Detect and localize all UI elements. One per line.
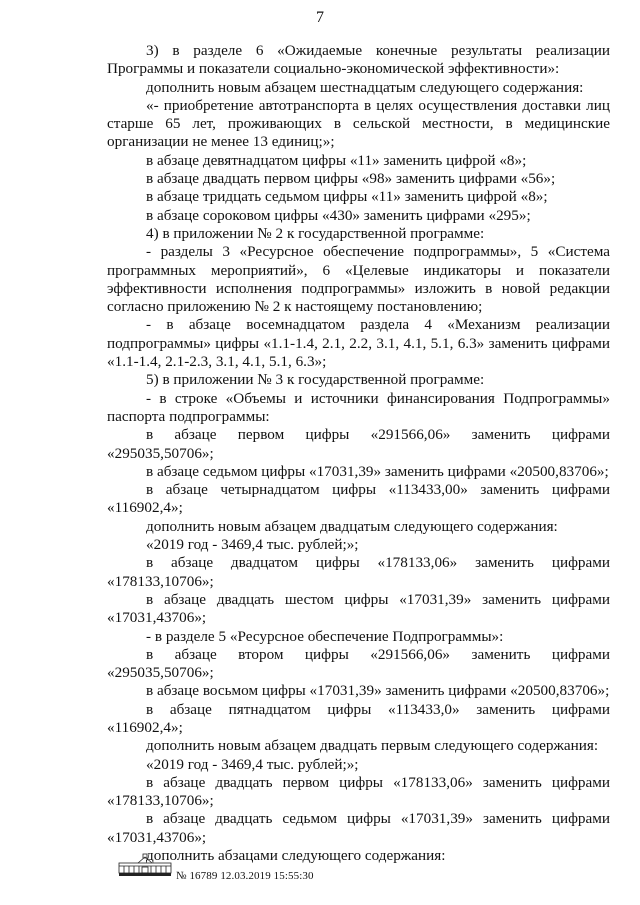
- paragraph: в абзаце сороковом цифры «430» заменить цифрами «295»;: [146, 206, 531, 224]
- paragraph: 4) в приложении № 2 к государственной программе:: [146, 224, 485, 242]
- paragraph: - в абзаце восемнадцатом раздела 4 «Механизм реализации подпрограммы» цифры «1.1-1.4, 2.1, 2.2, 3.1, 4.1, 5.1, 6.3» заменить цифрами «1.1-1.4, 2.1-2.3, 3.1, 4.1, 5.1, 6.3»;: [107, 316, 610, 371]
- paragraph: в абзаце двадцать первом цифры «178133,06» заменить цифрами «178133,10706»;: [107, 773, 610, 810]
- paragraph: в абзаце четырнадцатом цифры «113433,00» заменить цифрами «116902,4»;: [107, 481, 610, 517]
- paragraph: «2019 год - 3469,4 тыс. рублей;»;: [146, 536, 359, 554]
- paragraph: дополнить новым абзацем шестнадцатым следующего содержания:: [146, 78, 584, 96]
- document-timestamp: 12.03.2019 15:55:30: [220, 870, 314, 882]
- government-building-icon: [118, 853, 172, 877]
- paragraph: дополнить новым абзацем двадцатым следующего содержания:: [146, 517, 558, 535]
- paragraph: в абзаце девятнадцатом цифры «11» заменить цифрой «8»;: [146, 151, 527, 169]
- paragraph: в абзаце первом цифры «291566,06» заменить цифрами «295035,50706»;: [107, 426, 610, 462]
- paragraph: в абзаце пятнадцатом цифры «113433,0» заменить цифрами «116902,4»;: [107, 700, 610, 736]
- paragraph: в абзаце восьмом цифры «17031,39» заменить цифрами «20500,83706»;: [146, 682, 610, 700]
- paragraph: в абзаце двадцатом цифры «178133,06» заменить цифрами «178133,10706»;: [107, 554, 610, 590]
- paragraph: 5) в приложении № 3 к государственной программе:: [146, 371, 485, 389]
- paragraph: 3) в разделе 6 «Ожидаемые конечные результаты реализации Программы и показатели социально-экономической эффективности»:: [107, 42, 610, 78]
- paragraph: дополнить новым абзацем двадцать первым следующего содержания:: [146, 737, 599, 755]
- paragraph: в абзаце двадцать седьмом цифры «17031,39» заменить цифрами «17031,43706»;: [107, 810, 610, 846]
- paragraph: - разделы 3 «Ресурсное обеспечение подпрограммы», 5 «Система программных мероприятий», 6 «Целевые индикаторы и показатели эффективности исполнения подпрограммы» изложить в новой редакции согласно приложению № 2 к настоящему постановлению;: [107, 243, 610, 316]
- paragraph: - в разделе 5 «Ресурсное обеспечение Подпрограммы»:: [146, 627, 504, 645]
- paragraph: в абзаце двадцать первом цифры «98» заменить цифрами «56»;: [146, 170, 556, 188]
- paragraph: «2019 год - 3469,4 тыс. рублей;»;: [146, 755, 359, 773]
- paragraph: - в строке «Объемы и источники финансирования Подпрограммы» паспорта подпрограммы:: [107, 389, 610, 425]
- paragraph: дополнить абзацами следующего содержания:: [146, 847, 446, 865]
- paragraph: в абзаце тридцать седьмом цифры «11» заменить цифрой «8»;: [146, 188, 548, 206]
- paragraph: «- приобретение автотранспорта в целях осуществления доставки лиц старше 65 лет, проживающих в сельской местности, в медицинские организации не менее 13 единиц;»;: [107, 96, 610, 151]
- page-number: 7: [316, 9, 324, 26]
- document-footer: [176, 870, 314, 882]
- document-body: [107, 42, 610, 865]
- paragraph: в абзаце втором цифры «291566,06» заменить цифрами «295035,50706»;: [107, 645, 610, 682]
- paragraph: в абзаце двадцать шестом цифры «17031,39» заменить цифрами «17031,43706»;: [107, 590, 610, 627]
- document-number: № 16789: [176, 870, 218, 882]
- paragraph: в абзаце седьмом цифры «17031,39» заменить цифрами «20500,83706»;: [146, 462, 609, 480]
